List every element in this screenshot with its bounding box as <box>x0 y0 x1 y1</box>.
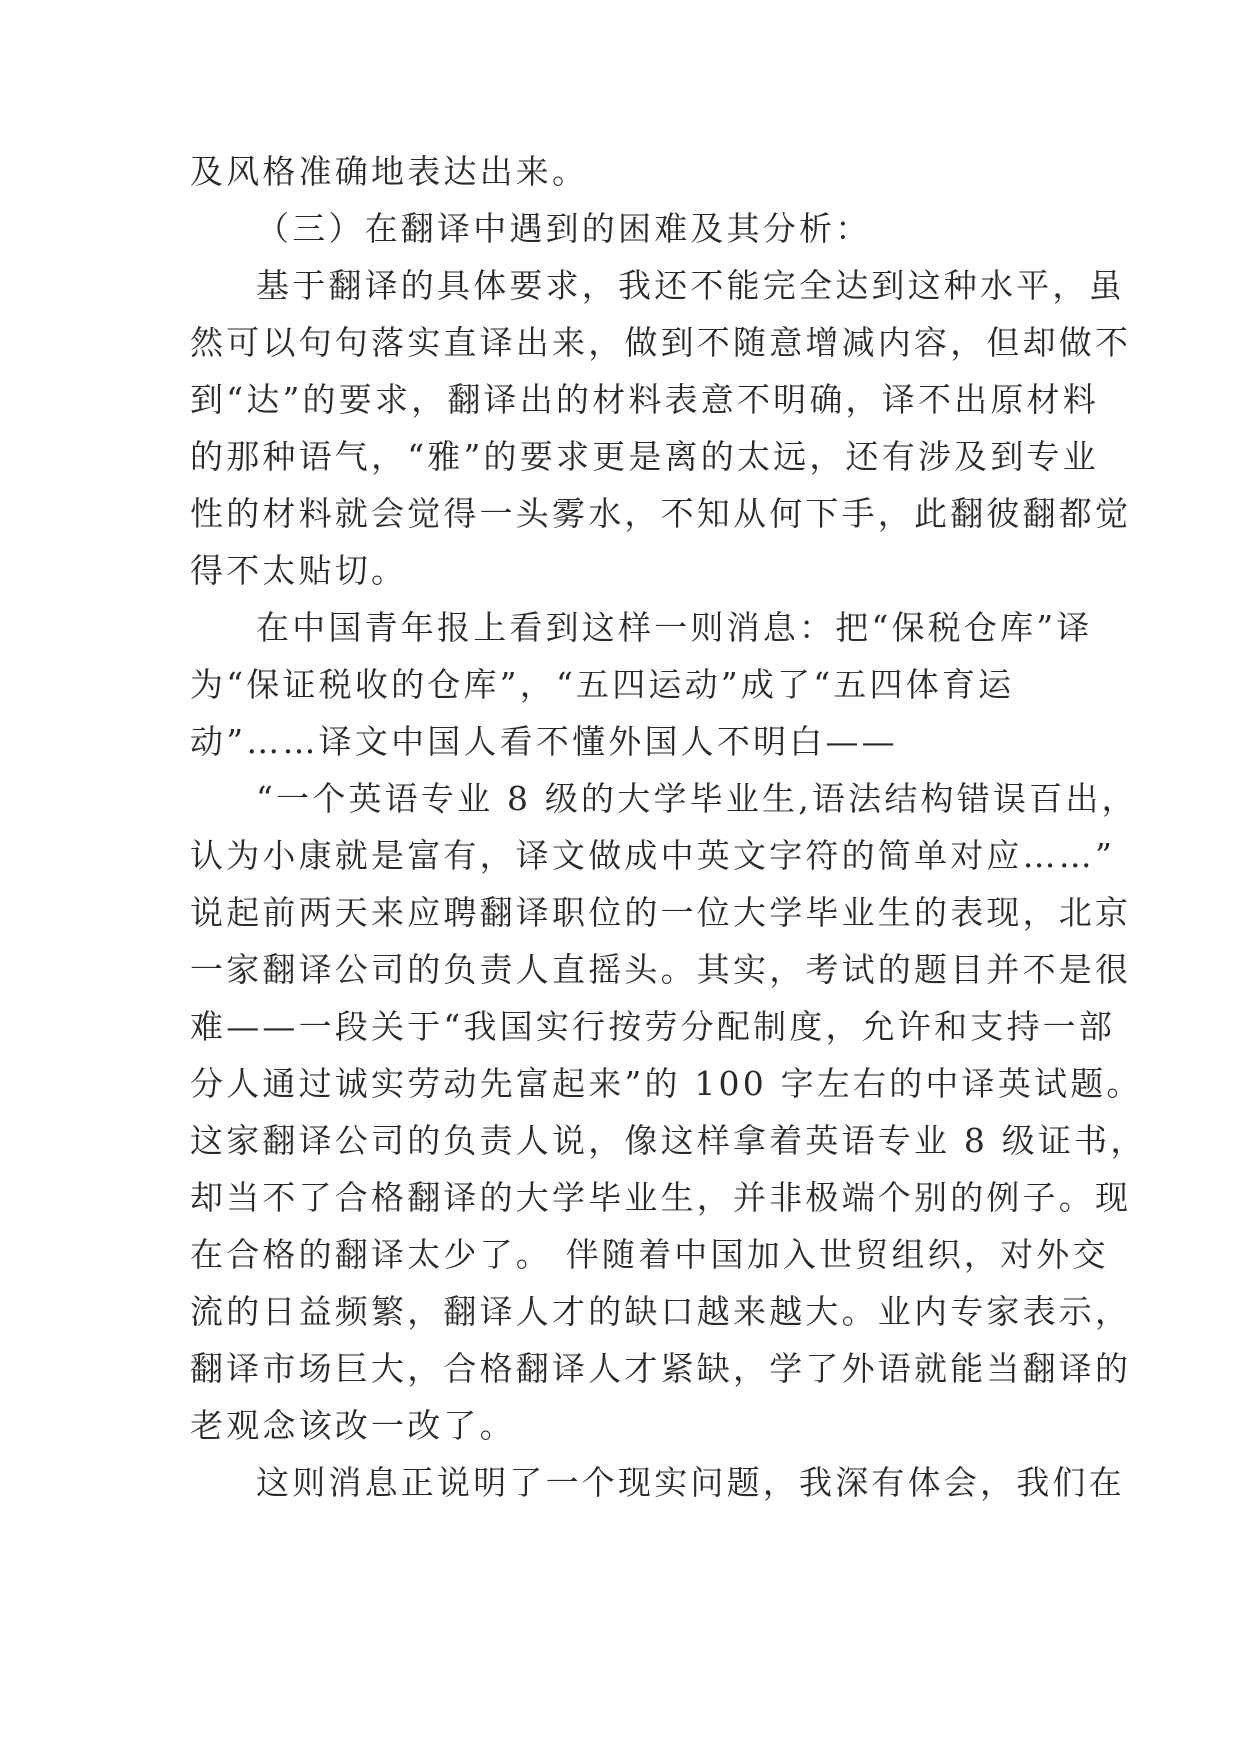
text-line: 在合格的翻译太少了。 伴随着中国加入世贸组织，对外交 <box>190 1235 1109 1274</box>
text-line: 流的日益频繁，翻译人才的缺口越来越大。业内专家表示， <box>190 1292 1132 1331</box>
text-line: 一家翻译公司的负责人直摇头。其实，考试的题目并不是很 <box>190 950 1132 989</box>
text-line: 然可以句句落实直译出来，做到不随意增减内容，但却做不 <box>190 323 1132 362</box>
text-line: 到“达”的要求，翻译出的材料表意不明确，译不出原材料 <box>190 380 1099 419</box>
text-line: 却当不了合格翻译的大学毕业生，并非极端个别的例子。现 <box>190 1178 1132 1217</box>
text-line: 为“保证税收的仓库”，“五四运动”成了“五四体育运 <box>190 665 1015 704</box>
text-line: 基于翻译的具体要求，我还不能完全达到这种水平，虽 <box>256 266 1125 305</box>
text-line: 难——一段关于“我国实行按劳分配制度，允许和支持一部 <box>190 1007 1116 1046</box>
text-line: 这则消息正说明了一个现实问题，我深有体会，我们在 <box>256 1463 1125 1502</box>
text-line: 翻译市场巨大，合格翻译人才紧缺，学了外语就能当翻译的 <box>190 1349 1132 1388</box>
text-line: 在中国青年报上看到这样一则消息：把“保税仓库”译 <box>256 608 1093 647</box>
text-line: 说起前两天来应聘翻译职位的一位大学毕业生的表现，北京 <box>190 893 1132 932</box>
text-line: 及风格准确地表达出来。 <box>190 152 589 191</box>
section-heading: （三）在翻译中遇到的困难及其分析： <box>256 209 872 248</box>
text-line: 认为小康就是富有，译文做成中英文字符的简单对应……” <box>190 836 1116 875</box>
text-line: 这家翻译公司的负责人说，像这样拿着英语专业 8 级证书， <box>190 1121 1147 1160</box>
text-line: 老观念该改一改了。 <box>190 1406 516 1445</box>
text-line: 性的材料就会觉得一头雾水，不知从何下手，此翻彼翻都觉 <box>190 494 1132 533</box>
text-line: 分人通过诚实劳动先富起来”的 100 字左右的中译英试题。 <box>190 1064 1143 1103</box>
text-line: 动”……译文中国人看不懂外国人不明白—— <box>190 722 898 761</box>
text-line: “一个英语专业 8 级的大学毕业生,语法结构错误百出， <box>256 779 1138 818</box>
text-line: 得不太贴切。 <box>190 551 408 590</box>
text-line: 的那种语气，“雅”的要求更是离的太远，还有涉及到专业 <box>190 437 1099 476</box>
